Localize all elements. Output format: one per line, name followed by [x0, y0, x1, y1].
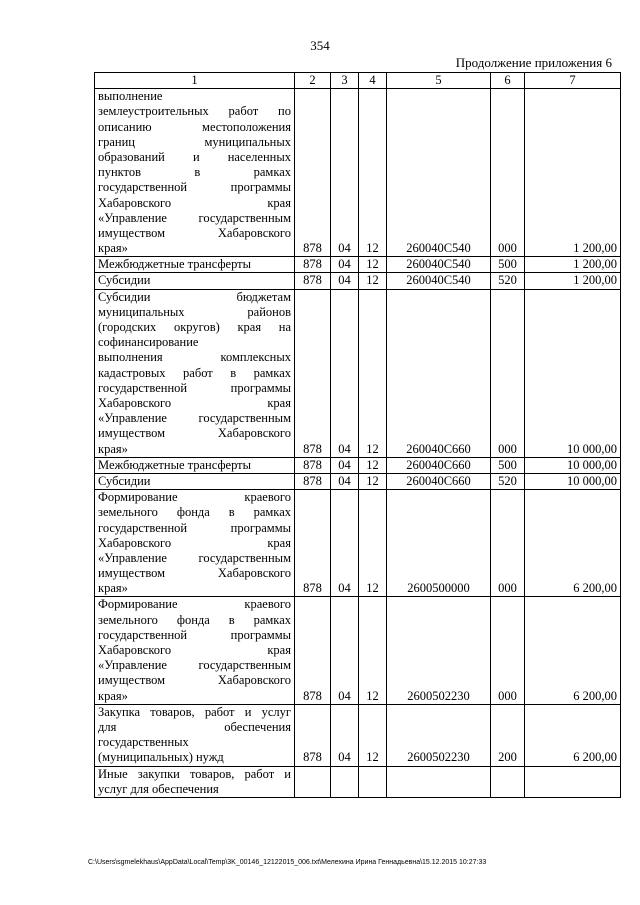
cell-ministry-code: 878	[295, 490, 331, 597]
cell-amount: 1 200,00	[525, 257, 621, 273]
cell-subsection: 12	[359, 89, 387, 257]
description-line: имуществом Хабаровского	[98, 225, 291, 240]
description-line: государственной программы	[98, 627, 291, 642]
table-row	[95, 766, 621, 797]
cell-expense-type: 000	[491, 597, 525, 704]
cell-amount: 6 200,00	[525, 704, 621, 766]
cell-section: 04	[331, 457, 359, 473]
description-line: границ муниципальных	[98, 134, 291, 149]
description-line: кадастровых работ в рамках	[98, 365, 291, 380]
description-line: края»	[98, 688, 128, 703]
cell-amount: 6 200,00	[525, 490, 621, 597]
cell-subsection: 12	[359, 597, 387, 704]
description-line: края»	[98, 581, 128, 596]
description-line: «Управление государственным	[98, 210, 291, 225]
cell-expense-type: 520	[491, 473, 525, 489]
description-line: «Управление государственным	[98, 550, 291, 565]
description-line: имуществом Хабаровского	[98, 566, 291, 581]
header-col-2: 2	[295, 73, 331, 89]
cell-description	[95, 257, 295, 273]
description-line: государственной программы	[98, 520, 291, 535]
cell-amount: 1 200,00	[525, 89, 621, 257]
description-line: края»	[98, 441, 128, 456]
description-line: Иные закупки товаров, работ и	[98, 766, 291, 781]
description-line: пунктов в рамках	[98, 165, 291, 180]
description-line: Субсидии	[98, 473, 151, 488]
description-line: Межбюджетные трансферты	[98, 257, 252, 272]
cell-ministry-code: 878	[295, 257, 331, 273]
cell-expense-type	[491, 766, 525, 797]
cell-target-article: 260040С660	[387, 457, 491, 473]
description-line: землеустроительных работ по	[98, 104, 291, 119]
cell-ministry-code: 878	[295, 597, 331, 704]
cell-ministry-code	[295, 766, 331, 797]
cell-subsection: 12	[359, 457, 387, 473]
description-line: государственной программы	[98, 380, 291, 395]
table-row	[95, 273, 621, 289]
description-line: (муниципальных) нужд	[98, 750, 224, 765]
cell-expense-type: 000	[491, 89, 525, 257]
header-col-6: 6	[491, 73, 525, 89]
cell-amount: 1 200,00	[525, 273, 621, 289]
header-col-7: 7	[525, 73, 621, 89]
description-line: Закупка товаров, работ и услуг	[98, 704, 291, 719]
description-line: земельного фонда в рамках	[98, 612, 291, 627]
table-row	[95, 490, 621, 597]
cell-subsection: 12	[359, 704, 387, 766]
description-line: Хабаровского края	[98, 643, 291, 658]
description-line: Хабаровского края	[98, 535, 291, 550]
continuation-label: Продолжение приложения 6	[455, 55, 612, 70]
cell-expense-type: 000	[491, 289, 525, 457]
header-col-5: 5	[387, 73, 491, 89]
cell-expense-type: 200	[491, 704, 525, 766]
cell-ministry-code: 878	[295, 704, 331, 766]
description-line: Формирование краевого	[98, 490, 291, 505]
cell-amount: 6 200,00	[525, 597, 621, 704]
cell-target-article: 2600502230	[387, 597, 491, 704]
table-row	[95, 597, 621, 704]
table-row	[95, 257, 621, 273]
cell-target-article: 260040С540	[387, 273, 491, 289]
cell-ministry-code: 878	[295, 273, 331, 289]
footer-file-path: C:\Users\sgmelekhaus\AppData\Local\Temp\3K_00146_12122015_006.txt\Мелехина Ирина Геннадьевна\15.12.2015 10:27:33	[88, 859, 487, 866]
cell-subsection: 12	[359, 490, 387, 597]
cell-description	[95, 473, 295, 489]
description-line: Хабаровского края	[98, 195, 291, 210]
description-line: Формирование краевого	[98, 597, 291, 612]
cell-amount: 10 000,00	[525, 457, 621, 473]
cell-target-article: 260040С540	[387, 89, 491, 257]
cell-expense-type: 520	[491, 273, 525, 289]
description-line: Хабаровского края	[98, 395, 291, 410]
header-col-3: 3	[331, 73, 359, 89]
cell-description	[95, 89, 295, 257]
cell-target-article: 2600502230	[387, 704, 491, 766]
table-row	[95, 89, 621, 257]
description-line: муниципальных районов	[98, 304, 291, 319]
description-line: земельного фонда в рамках	[98, 505, 291, 520]
cell-target-article: 260040С660	[387, 473, 491, 489]
header-col-4: 4	[359, 73, 387, 89]
cell-section: 04	[331, 289, 359, 457]
cell-ministry-code: 878	[295, 289, 331, 457]
description-line: выполнение	[98, 89, 163, 104]
description-line: государственной программы	[98, 180, 291, 195]
description-line: софинансирование	[98, 335, 199, 350]
cell-description	[95, 490, 295, 597]
cell-section: 04	[331, 597, 359, 704]
description-line: Субсидии	[98, 273, 151, 288]
cell-section: 04	[331, 273, 359, 289]
table-body	[95, 73, 621, 798]
cell-target-article: 260040С660	[387, 289, 491, 457]
cell-amount: 10 000,00	[525, 289, 621, 457]
cell-expense-type: 500	[491, 457, 525, 473]
cell-amount: 10 000,00	[525, 473, 621, 489]
cell-section: 04	[331, 473, 359, 489]
description-line: государственных	[98, 735, 189, 750]
cell-section: 04	[331, 490, 359, 597]
description-line: имуществом Хабаровского	[98, 673, 291, 688]
description-line: имуществом Хабаровского	[98, 426, 291, 441]
cell-subsection: 12	[359, 273, 387, 289]
cell-description	[95, 597, 295, 704]
cell-subsection	[359, 766, 387, 797]
description-line: Межбюджетные трансферты	[98, 457, 252, 472]
cell-description	[95, 704, 295, 766]
description-line: для обеспечения	[98, 719, 291, 734]
cell-amount	[525, 766, 621, 797]
description-line: образований и населенных	[98, 149, 291, 164]
cell-expense-type: 500	[491, 257, 525, 273]
description-line: «Управление государственным	[98, 411, 291, 426]
description-line: края»	[98, 241, 128, 256]
cell-target-article: 2600500000	[387, 490, 491, 597]
description-line: услуг для обеспечения	[98, 781, 219, 796]
cell-description	[95, 273, 295, 289]
header-col-1: 1	[95, 73, 295, 89]
cell-section: 04	[331, 257, 359, 273]
cell-section: 04	[331, 704, 359, 766]
page-number: 354	[310, 38, 330, 53]
cell-target-article: 260040С540	[387, 257, 491, 273]
cell-subsection: 12	[359, 289, 387, 457]
cell-ministry-code: 878	[295, 473, 331, 489]
table-row	[95, 457, 621, 473]
table-header-row	[95, 73, 621, 89]
table-row	[95, 289, 621, 457]
cell-ministry-code: 878	[295, 89, 331, 257]
cell-description	[95, 457, 295, 473]
cell-subsection: 12	[359, 257, 387, 273]
cell-section: 04	[331, 89, 359, 257]
description-line: «Управление государственным	[98, 658, 291, 673]
table-row	[95, 704, 621, 766]
cell-expense-type: 000	[491, 490, 525, 597]
table-row	[95, 473, 621, 489]
cell-description	[95, 766, 295, 797]
cell-target-article	[387, 766, 491, 797]
cell-description	[95, 289, 295, 457]
description-line: Субсидии бюджетам	[98, 289, 291, 304]
cell-section	[331, 766, 359, 797]
description-line: (городских округов) края на	[98, 320, 291, 335]
description-line: выполнения комплексных	[98, 350, 291, 365]
cell-subsection: 12	[359, 473, 387, 489]
description-line: описанию местоположения	[98, 119, 291, 134]
budget-table	[94, 72, 621, 798]
cell-ministry-code: 878	[295, 457, 331, 473]
